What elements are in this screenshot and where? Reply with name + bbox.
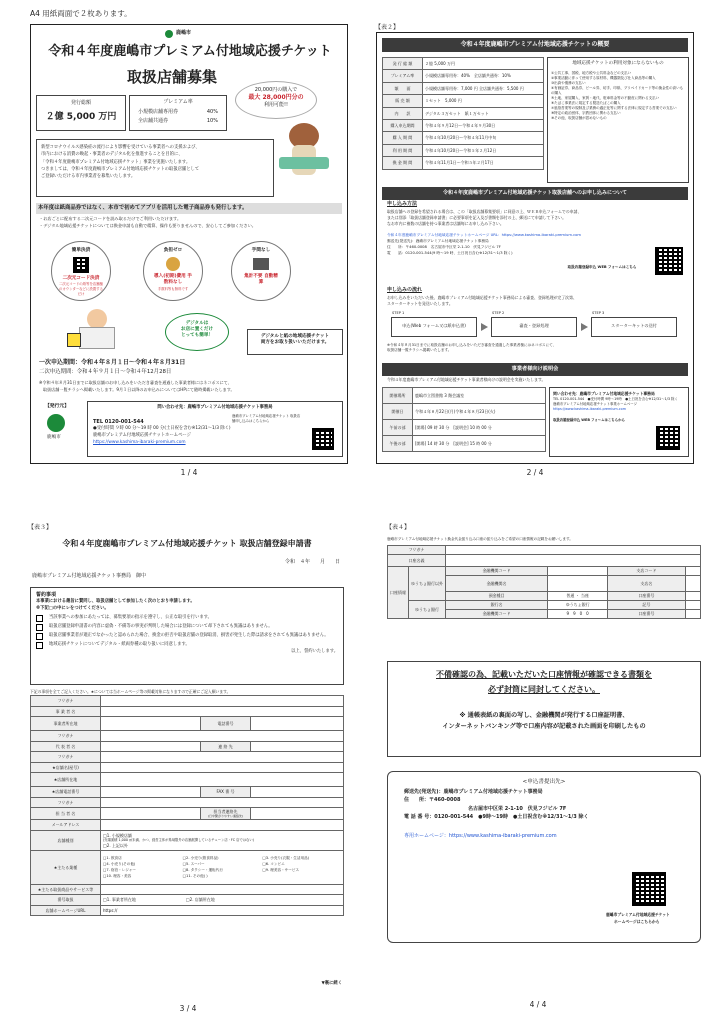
intro-text: 新型コロナウイルス感染症の流行により影響を受けている事業者への支援および、 市内における消費の喚起・事業者のデジタル化を推進することを目的に、 「令和４年度鹿嶋市プレミアム付地域応援チケット」事業を実施いたします。 つきましては、令和４年度鹿嶋市プレミアム付地域応援チケットの取扱店舗として ご登録いただける市内事業者を募集いたします。 bbox=[36, 139, 274, 197]
arrow-right-icon bbox=[581, 323, 588, 331]
form-input[interactable] bbox=[101, 752, 344, 763]
qr-code-icon bbox=[73, 257, 89, 273]
homepage-link-4[interactable]: 専用ホームページ：https://www.kashima-ibaraki-premium.com bbox=[404, 832, 557, 839]
form-row: フリガナ bbox=[31, 696, 344, 707]
overview-row: 内 訳 デジタル３万セット 紙１万セット bbox=[383, 107, 544, 119]
excluded-item: ⑤土地、家屋購入、家賃・地代、駐車料金等の不動産に関わる支払い bbox=[551, 95, 660, 100]
industry-option[interactable]: □5. スーパー bbox=[182, 862, 205, 867]
qr-code-icon[interactable] bbox=[655, 247, 683, 275]
homepage-link[interactable]: https://www.kashima-ibaraki-premium.com bbox=[93, 439, 186, 445]
period-1: 一次申込期間：令和４年８月１日～令和４年８月31日 bbox=[39, 359, 186, 366]
overview-row: 購 入 期 間 令和４年10月20日～令和４年11月中旬 bbox=[383, 132, 544, 144]
registration-table bbox=[30, 695, 344, 916]
form-input[interactable] bbox=[251, 741, 344, 752]
excluded-item: ⑨その他、取扱店舗が認めないもの bbox=[551, 116, 607, 121]
industry-option[interactable]: □9. 理美容・サービス bbox=[262, 867, 300, 872]
overview-row: 換 金 期 間 令和４年11月1日～令和５年２月17日 bbox=[383, 157, 544, 169]
continued-note: ▼裏に続く bbox=[321, 981, 342, 986]
seminar-row: 開催日 令和４年８月22日(月)令和４年８月23日(火) bbox=[383, 404, 546, 420]
pledge-checkbox[interactable] bbox=[36, 633, 43, 640]
bank-code-field[interactable] bbox=[548, 567, 608, 576]
qr-caption: 鹿嶋市プレミアム付地域応援チケット 取扱店舗申し込みはこちらから bbox=[232, 414, 301, 424]
bullet-2: ・デジタル地域応援チケットについては換金申請も自動で精算、操作も要りませんので、安心してご参加ください。 bbox=[39, 223, 256, 228]
yucho-symbol-field[interactable] bbox=[685, 601, 700, 610]
excluded-item: ⑧特定の政治団体、宗教団体に関わる支払い bbox=[551, 111, 621, 116]
seminar-row: 開催場所 鹿嶋市立図書館 3 階会議室 bbox=[383, 388, 546, 404]
store-type-field[interactable]: □1. 小規模店舗 (売場面積 1,000 ㎡未満、かつ、経営主体が県域限外の店舗展開しているチェーン店・FC 店ではない) □2. 上記以外 bbox=[101, 830, 344, 850]
industry-option[interactable]: □6. コンビニ bbox=[262, 862, 285, 867]
form-row: フリガナ bbox=[31, 752, 344, 763]
headline-bar: 本年度は紙商品券ではなく、本市で初めてアプリを活用した電子商品券も発行します。 bbox=[36, 203, 342, 214]
form-row: 事業者所在地 電話番号 bbox=[31, 717, 344, 731]
bank-icon bbox=[253, 258, 269, 270]
feature-nohassle: 手間なし 集計不要 自動精算 bbox=[231, 241, 291, 301]
seminar-link[interactable]: https://www.kashima-ibaraki-premium.com bbox=[553, 406, 627, 411]
seminar-table bbox=[382, 387, 546, 452]
flow-step: STEP 3 スターターキットの送付 bbox=[591, 317, 677, 337]
period-note-2: 取扱店舗一覧チラシへ掲載いたします。9月１日以降のお申込みについてはHPにて随時掲載いたします。 bbox=[43, 387, 235, 392]
flow-step: STEP 1 申込(Web フォーム又は紙申込書) bbox=[391, 317, 477, 337]
industry-option[interactable]: □3. 小売り(衣服・生活用品) bbox=[262, 856, 310, 861]
method-address: 令和４年度鹿嶋市プレミアム付地域応援チケットホームページ URL：https://www.kashima-ibaraki-premium.com 郵送先(発送先)：鹿嶋市プレミアム付地域応援チケット事務局 住 所：〒460-0008 名古屋市中区栄 2-1-10 伏見フジビル 7F 電 話：0120-001-544(9 時～19 時、土日祝日含む※12/31～1/3 除く) bbox=[387, 233, 617, 257]
excluded-item: ③出資や債務の支払い bbox=[551, 80, 586, 85]
city-logo bbox=[165, 30, 173, 38]
form-row: ★店舗名(屋号) bbox=[31, 762, 344, 773]
excluded-item: ⑥たばこ事業法に規定する製造たばこの購入 bbox=[551, 101, 621, 106]
pledge-checkbox[interactable] bbox=[36, 615, 43, 622]
seminar-title: 事業者様向け説明会 bbox=[382, 363, 688, 376]
form-input[interactable] bbox=[101, 762, 344, 773]
print-note: A4 用紙両面で２枚あります。 bbox=[30, 9, 132, 18]
issuer-logo bbox=[47, 414, 65, 432]
flyer-subtitle: 取扱店舗募集 bbox=[127, 68, 218, 86]
digital-bubble: デジタルは お店に置くだけ とっても簡単！ bbox=[165, 313, 229, 351]
application-title: 令和４年度鹿嶋市プレミアム付地域応援チケット取扱店舗へのお申し込みについて bbox=[382, 187, 688, 200]
industry-option[interactable]: □4. 小売り(その他) bbox=[103, 862, 136, 867]
form-row: ★店舗電話番号 FAX 番 号 bbox=[31, 787, 344, 798]
industry-option[interactable]: □1. 飲食店 bbox=[103, 856, 122, 861]
overview-row: 発 行 総 額 ２億 5,000 万円 bbox=[383, 58, 544, 70]
qr-code-icon[interactable] bbox=[312, 428, 334, 450]
method-title: 申し込み方法 bbox=[387, 201, 418, 207]
flow-text: お申し込みをいただいた後、鹿嶋市プレミアム付地域応援チケット事務局による審査、登録処理が完了次第、 スターターキットを発送いたします。 bbox=[387, 295, 577, 306]
hp-url-field[interactable]: https:// bbox=[101, 905, 344, 916]
pledge-box: 誓約事項 本事業における趣旨に賛同し、取扱店舗として参加したく次のとおり申請します。 ※下記□の中にレをつけてください。 当該事業への参加にあたっては、募集要項の指示を遵守し、公正な取引を行います。 取扱店舗登録申請書の内容に虚偽・不備等の事実が判明した場合には登録について却下されても異議はありません。 取扱店舗事業者が適正でなかったと認められた場合、換金の拒否や取扱店舗の登録取消、損害が発生した際は請求をされても異議はありません。 地域応援チケットについてデジタル・紙両券種の取り扱いに同意します。 以上、誓約いたします。 bbox=[30, 587, 344, 685]
branch-name-field[interactable] bbox=[685, 576, 700, 592]
industry-option[interactable]: □2. 小売り(飲食料品) bbox=[182, 856, 219, 861]
form-row: ★主たる取扱商品やサービス等 bbox=[31, 884, 344, 895]
form-row: 代 表 者 名 連 絡 先 bbox=[31, 741, 344, 752]
account-number-field[interactable] bbox=[685, 592, 700, 601]
form-to: 鹿嶋市プレミアム付地域応援チケット事務局 御中 bbox=[32, 573, 147, 579]
pledge-item: 取扱店舗登録申請書の内容に虚偽・不備等の事実が判明した場合には登録について却下されても異議はありません。 bbox=[36, 624, 338, 631]
industry-option[interactable]: □10. 理容・美容 bbox=[103, 873, 132, 878]
seminar-text: 令和４年度鹿嶋市プレミアム付地域応援チケット事業者様向けの説明会を実施いたします。 bbox=[387, 377, 546, 382]
branch-code-field[interactable] bbox=[685, 567, 700, 576]
overview-row: 購入申込期間 令和４年９月12日～令和４年９月30日 bbox=[383, 119, 544, 131]
form-input[interactable] bbox=[101, 820, 344, 831]
form-input[interactable] bbox=[101, 717, 201, 731]
account-name-field[interactable] bbox=[446, 555, 701, 567]
overview-row: プレミアム率 小規模店舗専用券：40% 全店舗共通券：10% bbox=[383, 70, 544, 82]
overview-title: 令和４年度鹿嶋市プレミアム付地域応援チケットの概要 bbox=[382, 38, 688, 52]
form-row: 店舗種別 □1. 小規模店舗 (売場面積 1,000 ㎡未満、かつ、経営主体が県域限外の店舗展開しているチェーン店・FC 店ではない) □2. 上記以外 bbox=[31, 830, 344, 850]
seminar-contact: 問い合わせ先：鹿嶋市プレミアム付地域応援チケット事務局 TEL 0120-001-544 ●受付時間 9時～19時 ●土日祝を含む※12/31～1/3 除く 鹿嶋市プレミアム付地域応援チケット事業ホームページ https://www.kashima-ibaraki-premium.com 取扱店舗登録申込 WEB フォームはこちらから bbox=[549, 387, 689, 457]
industry-field[interactable] bbox=[101, 850, 344, 884]
shopkeeper-illustration bbox=[71, 309, 125, 351]
page-number-1: 1 / 4 bbox=[180, 468, 198, 477]
page-number-3: 3 / 4 bbox=[179, 1004, 197, 1013]
form-input[interactable] bbox=[101, 741, 201, 752]
qr-code-icon[interactable] bbox=[632, 872, 666, 906]
page-4-bank-info bbox=[385, 533, 703, 993]
both-tickets-note: デジタルと紙の地域応援チケット 両方をお取り扱いいただけます。 bbox=[247, 329, 343, 355]
submission-box: <申込書提出先> 郵送先(発送先)：鹿嶋市プレミアム付地域応援チケット事務局 住 所：〒460-0008 名古屋市中区栄 2-1-10 伏見フジビル 7F 電 話 番 号：0120-001-544 ●9時～19時 ●土日祝含む※12/31～1/3 除く 専用ホームページ：https://www.kashima-ibaraki-premium.com 鹿嶋市プレミアム付地域応援チケット ホームページはこちらから bbox=[387, 771, 701, 943]
form-date: 令和 ４年 月 日 bbox=[284, 559, 340, 565]
excluded-item: ①公共工事、国税、地方税や公共料金などの支払い bbox=[551, 70, 632, 75]
pledge-checkbox[interactable] bbox=[36, 624, 43, 631]
web-link[interactable]: 令和４年度鹿嶋市プレミアム付地域応援チケットホームページ URL：https://www.kashima-ibaraki-premium.com bbox=[387, 233, 582, 237]
pledge-item: 地域応援チケットについてデジタル・紙両券種の取り扱いに同意します。 bbox=[36, 642, 338, 649]
form-input[interactable] bbox=[251, 717, 344, 731]
mascot-illustration bbox=[279, 123, 333, 187]
number-field[interactable]: □1. 事業者所在地 □2. 店舗所在地 bbox=[101, 895, 344, 906]
flow-title: 申し込みの流れ bbox=[387, 287, 423, 293]
overview-row: 額 面 小規模店舗専用券：7,000 円 全店舗共通券：5,500 円 bbox=[383, 82, 544, 94]
page-number-4: 4 / 4 bbox=[529, 1000, 547, 1009]
deposit-type-field[interactable]: 普通 ・ 当座 bbox=[548, 592, 608, 601]
feature-free: 負担ゼロ 導入(初期)費用 手数料なし 手数料等も無料です bbox=[143, 241, 203, 301]
overview-row: 販 売 額 １セット 5,000 円 bbox=[383, 95, 544, 107]
flow-steps bbox=[391, 311, 681, 339]
flow-note: ※令和４年８月31日までに取扱店舗のお申し込みをいただき審査を通過した事業者様にはネコポスにて、 取扱店舗一覧チラシへ掲載いたします。 bbox=[387, 343, 557, 353]
arrow-right-icon bbox=[481, 323, 488, 331]
contact-box: 問い合わせ先：鹿嶋市プレミアム付地域応援チケット事務局 TEL 0120-001-544 ●受付時間 ９時 00 分～19 時 00 分(土日祝を含む※12/31～1/3 除く) 鹿嶋市プレミアム付地域応援チケットホームページ https://www.kashima-ibaraki-premium.com 鹿嶋市プレミアム付地域応援チケット 取扱店舗申し込みはこちらから bbox=[87, 401, 343, 457]
pledge-item: 取扱店舗事業者が適正でなかったと認められた場合、換金の拒否や取扱店舗の登録取消、損害が発生した際は請求をされても異議はありません。 bbox=[36, 633, 338, 640]
qr-caption-web: 取扱店舗登録申込 WEB フォームはこちら bbox=[567, 265, 637, 269]
account-kana-field[interactable] bbox=[446, 546, 701, 555]
period-2: 二次申込期間：令和４年９月１日～令和４年12月28日 bbox=[39, 369, 172, 375]
table-4-tag: 【表４】 bbox=[386, 524, 411, 531]
issuer-label: 【発行元】 bbox=[45, 404, 69, 409]
yucho-number-field[interactable] bbox=[685, 610, 700, 619]
pledge-checkbox[interactable] bbox=[36, 642, 43, 649]
form-row: 事 業 者 名 bbox=[31, 706, 344, 717]
issuer-name: 鹿嶋市 bbox=[47, 435, 61, 440]
form-input[interactable] bbox=[101, 706, 344, 717]
form-row: 番号取扱 □1. 事業者所在地 □2. 店舗所在地 bbox=[31, 895, 344, 906]
form-input[interactable] bbox=[101, 884, 344, 895]
excluded-item: ④有価証券、商品券、ビール券、切手、印紙、プリペイドカード等の換金性の高いもの購入 bbox=[551, 85, 684, 95]
city-name: 鹿嶋市 bbox=[176, 30, 192, 36]
overview-row: 利 用 期 間 令和４年10月20日～令和５年２月12日 bbox=[383, 144, 544, 156]
document-warning: 不備確認の為、記載いただいた口座情報が確認できる書類を 必ず封筒に同封してください。 ※ 通帳表紙の裏面の写し、金融機関が発行する口座証明書、 インターネットバンキング等で口座内容が記載された画面を印刷したもの bbox=[387, 661, 701, 757]
page-3-application-form bbox=[28, 533, 346, 993]
flow-step: STEP 2 審査・登録処理 bbox=[491, 317, 577, 337]
purchase-bubble: 20,000円の購入で 最大 28,000円分の 利用可能!! bbox=[235, 81, 317, 119]
industry-option[interactable]: □7. 宿泊・レジャー bbox=[103, 867, 136, 872]
table-2-tag: 【表２】 bbox=[375, 24, 400, 31]
form-note: 下記の事項を全てご記入ください。★については当ホームページ等の掲載対象になりますので正確にご記入願います。 bbox=[30, 689, 231, 694]
page-1-flyer bbox=[30, 24, 348, 464]
industry-option[interactable]: □8. タクシー・運転代行 bbox=[182, 867, 223, 872]
page-2-overview bbox=[376, 32, 694, 464]
excluded-item: ⑦風俗営業等の規制及び業務の適正化等に関する法律に規定する営業での支払い bbox=[551, 106, 677, 111]
premium-box: プレミアム率 小規模店舗専用券 40% 全店舗共通券 10% bbox=[129, 95, 227, 131]
issue-box: 発行総額 ２億 5,000 万円 bbox=[36, 95, 126, 131]
form-row: 担 当 者 名 担当者連絡先 (日中繋がりやすい連絡先) bbox=[31, 808, 344, 820]
bank-table: フリガナ 口座名義 口座情報 ゆうちょ銀行以外 金融機関コード 支店コード 金融機関名 支店名 預金種目 普通 ・ 当座 口座番号 ゆうちょ銀行 銀行名 ゆうちょ銀行 記号 金融機関コード 9 9 0 0 口座番号 bbox=[387, 545, 701, 619]
qr-code-icon[interactable] bbox=[656, 426, 680, 450]
period-note-1: ※令和４年８月31日までに取扱店舗のお申し込みをいただき審査を通過した事業者様にはネコポスにて、 bbox=[39, 380, 232, 385]
form-input[interactable] bbox=[101, 808, 201, 820]
seminar-row: 午後の部 [開場] 14 時 30 分 [説明会] 15 時 00 分 bbox=[383, 436, 546, 452]
method-text: 取扱店舗への登録を希望される場合は、この「取扱店舗募集要項」に同意の上、ＷＥＢ申込フォームでの申請、 または別添「取扱店舗登録申請書」に必要事項を記入及び書類を添付の上、郵送にて申請して下さい。 なお市内に複数の店舗を持つ事業者は店舗毎にお申し込み下さい。 bbox=[387, 209, 582, 226]
form-input[interactable] bbox=[251, 808, 344, 820]
feature-easy: 簡単決済 二次元コード決済 二次元コードの紙等を店舗様のカウンターなどに設置するだけ bbox=[51, 241, 111, 301]
form-input[interactable] bbox=[101, 797, 344, 808]
form-input[interactable] bbox=[101, 696, 344, 707]
form-input[interactable] bbox=[101, 731, 344, 742]
bullet-1: ・お店ごとに配布する二次元コードを読み取るだけでご利用いただけます。 bbox=[39, 216, 182, 221]
flyer-title: 令和４年度鹿嶋市プレミアム付地域応援チケット bbox=[48, 44, 332, 59]
form-title: 令和４年度鹿嶋市プレミアム付地域応援チケット 取扱店舗登録申請書 bbox=[62, 539, 312, 548]
bank-name-field[interactable] bbox=[548, 576, 608, 592]
page-number-2: 2 / 4 bbox=[526, 468, 544, 477]
excluded-list: 地域応援チケットの利用対象にならないもの ①公共工事、国税、地方税や公共料金などの支払い ②事業活動に伴って使用する原材料、機器類及び仕入商品等の購入 ③出資や債務の支払い ④有価証券、商品券、ビール券、切手、印紙、プリペイドカード等の換金性の高いもの購入 ⑤土地、家屋購入、家賃・地代、駐車料金等の不動産に関わる支払い ⑥たばこ事業法に規定する製造たばこの購入 ⑦風俗営業等の規制及び業務の適正化等に関する法律に規定する営業での支払い ⑧特定の政治団体、宗教団体に関わる支払い ⑨その他、取扱店舗が認めないもの bbox=[547, 57, 689, 183]
excluded-item: ②事業活動に伴って使用する原材料、機器類及び仕入商品等の購入 bbox=[551, 75, 656, 80]
form-input[interactable] bbox=[251, 787, 344, 798]
form-row: メールアドレス bbox=[31, 820, 344, 831]
form-row: フリガナ bbox=[31, 797, 344, 808]
pledge-item: 当該事業への参加にあたっては、募集要項の指示を遵守し、公正な取引を行います。 bbox=[36, 615, 338, 622]
seminar-row: 午前の部 [開場] 09 時 30 分 [説明会] 10 時 00 分 bbox=[383, 420, 546, 436]
overview-table bbox=[382, 57, 544, 170]
form-input[interactable] bbox=[101, 787, 201, 798]
form-input[interactable] bbox=[101, 773, 344, 787]
table-3-tag: 【表３】 bbox=[28, 524, 53, 531]
form-row: 店舗ホームページURL https:// bbox=[31, 905, 344, 916]
bank-header: 鹿嶋市プレミアム付地域応援チケット換金代金振り込み口座の振り込みをご希望の口座情報の記載をお願いします。 bbox=[387, 537, 573, 541]
form-row: フリガナ bbox=[31, 731, 344, 742]
coin-icon bbox=[166, 257, 180, 271]
form-row: ★店舗所在地 bbox=[31, 773, 344, 787]
form-row: ★主たる業種 □1. 飲食店 □2. 小売り(飲食料品) □3. 小売り(衣服・生活用品) □4. 小売り(その他) □5. スーパー □6. コンビニ □7. 宿泊・レジャー □8. タクシー・運転代行 □9. 理美容・サービス □10. 理容・美容 □11. その他( ) bbox=[31, 850, 344, 884]
industry-option[interactable]: □11. その他( ) bbox=[182, 873, 208, 878]
